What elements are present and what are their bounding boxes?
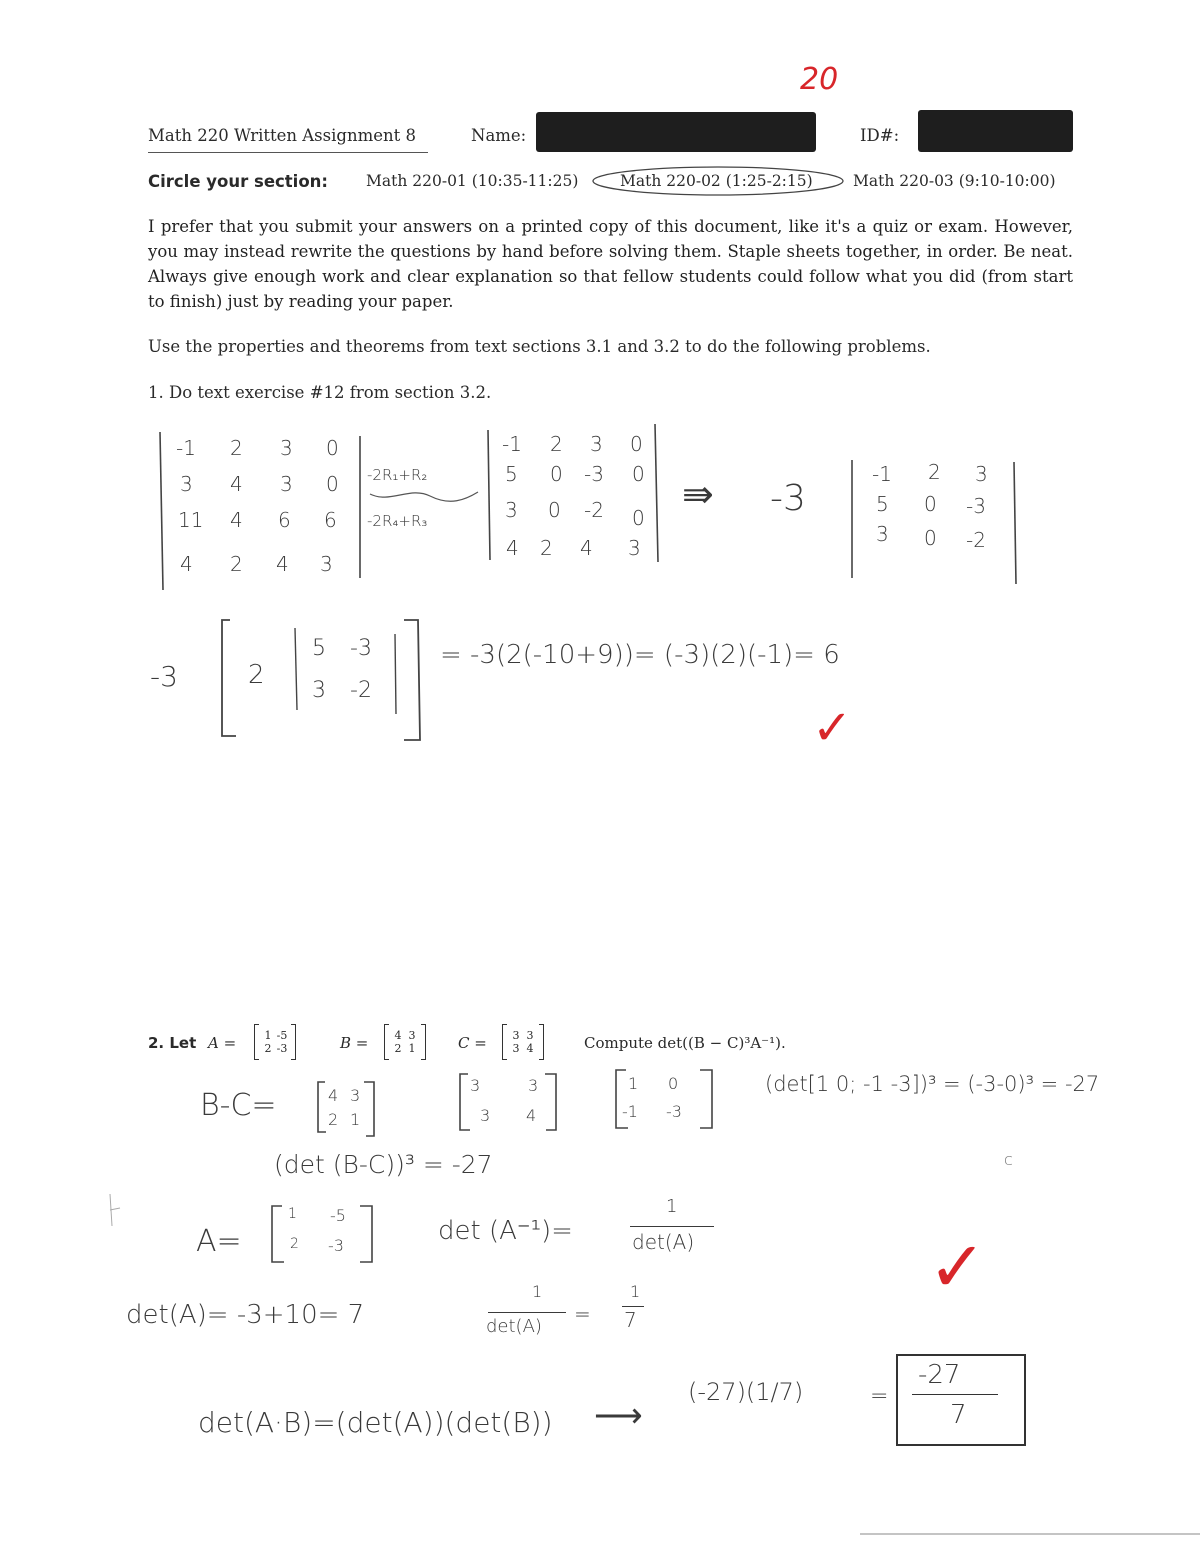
C-cell: 3	[512, 1029, 520, 1042]
line2-right-bracket	[404, 620, 420, 740]
bc-B-cell: 1	[350, 1110, 361, 1129]
m1-cell: 3	[320, 552, 333, 576]
m2-cell: 2	[540, 536, 553, 560]
bc-result-right	[700, 1070, 712, 1128]
minor-right-bar	[395, 634, 396, 714]
frac2-eq: =	[574, 1302, 591, 1326]
B-cell: 1	[408, 1042, 416, 1055]
answer-numerator: -27	[918, 1360, 961, 1390]
section-option-2: Math 220-02 (1:25-2:15)	[620, 172, 813, 190]
section-option-1: Math 220-01 (10:35-11:25)	[366, 172, 579, 190]
B-cell: 3	[408, 1029, 416, 1042]
m2-cell: 3	[590, 432, 603, 456]
m2-cell: 5	[505, 462, 518, 486]
bc-result-cell: -3	[666, 1102, 682, 1121]
bc-B-cell: 4	[328, 1086, 339, 1105]
det-a-line: det(A)= -3+10= 7	[126, 1300, 365, 1330]
row-op-1: -2R₁+R₂	[367, 466, 428, 484]
frac1-num: 1	[666, 1196, 678, 1217]
bc-C-right	[545, 1074, 556, 1130]
row-op-2: -2R₄+R₃	[367, 512, 428, 530]
bc-B-left	[318, 1082, 326, 1132]
m2-cell: 0	[550, 462, 563, 486]
bc-label: B-C=	[200, 1088, 277, 1123]
m1-cell: 4	[276, 552, 289, 576]
answer-denominator: 7	[950, 1400, 967, 1430]
bc-B-cell: 3	[350, 1086, 361, 1105]
m3-cell: 2	[928, 460, 941, 484]
m2-cell: 3	[505, 498, 518, 522]
m1-left-bar	[160, 432, 163, 590]
m3-cell: 5	[876, 492, 889, 516]
m2-cell: 0	[630, 432, 643, 456]
B-cell: 4	[394, 1029, 402, 1042]
m1-cell: -1	[176, 436, 196, 460]
m1-cell: 11	[178, 508, 204, 532]
a-right	[360, 1206, 372, 1262]
bc-C-cell: 3	[480, 1106, 491, 1125]
frac3-num: 1	[630, 1282, 641, 1301]
p1-line2-factor: -3	[150, 660, 178, 693]
B-cell: 2	[394, 1042, 402, 1055]
bc-B-right	[364, 1082, 374, 1136]
A-label: A =	[208, 1034, 237, 1052]
p1-factor: -3	[770, 478, 806, 519]
C-cell: 3	[526, 1029, 534, 1042]
p1-result-line: = -3(2(-10+9))= (-3)(2)(-1)= 6	[440, 640, 840, 670]
p2-arrow: ⟶	[594, 1396, 643, 1436]
det-ainv: det (A⁻¹)=	[438, 1216, 573, 1246]
bc-C-cell: 3	[528, 1076, 539, 1095]
m3-cell: -1	[872, 462, 892, 486]
problem-1-prompt: 1. Do text exercise #12 from section 3.2.	[148, 383, 492, 402]
m2-cell: 2	[550, 432, 563, 456]
instructions-paragraph: I prefer that you submit your answers on a printed copy of this document, like it's a quiz or exam. However, you may instead rewrite the questions by hand before solving them. Staple sheets together, in order. Be neat. Always give enough work and clear explanation so that fellow students could follow what you did (from start to finish) just by reading your paper.	[148, 217, 1073, 311]
B-label: B =	[340, 1034, 369, 1052]
use-text: Use the properties and theorems from text sections 3.1 and 3.2 to do the following problems.	[148, 337, 931, 356]
minor-left-bar	[295, 628, 297, 710]
section-label: Circle your section:	[148, 172, 329, 191]
problem-2-compute: Compute det((B − C)³A⁻¹).	[584, 1034, 786, 1052]
minor-cell: 5	[312, 636, 326, 661]
a-left	[272, 1206, 284, 1262]
A-cell: -3	[276, 1042, 288, 1055]
right-top-det: (det[1 0; -1 -3])³ = (-3-0)³ = -27	[765, 1072, 1100, 1096]
m2-cell: 3	[628, 536, 641, 560]
grade-mark: 20	[800, 62, 839, 97]
m1-cell: 0	[326, 436, 339, 460]
minor-cell: 3	[312, 678, 326, 703]
course-title: Math 220 Written Assignment 8	[148, 126, 416, 145]
bc-B-cell: 2	[328, 1110, 339, 1129]
a-cell: 2	[290, 1236, 299, 1252]
bc-result-cell: 1	[628, 1074, 639, 1093]
m1-cell: 2	[230, 552, 243, 576]
p2-check-mark: ✓	[928, 1226, 987, 1308]
m3-cell: -3	[966, 494, 986, 518]
det-bc-line: (det (B-C))³ = -27	[274, 1150, 493, 1179]
bc-C-cell: 3	[470, 1076, 481, 1095]
m3-cell: 0	[924, 492, 937, 516]
A-cell: 1	[264, 1029, 272, 1042]
frac3-den: 7	[624, 1308, 637, 1332]
m1-cell: 4	[180, 552, 193, 576]
m1-cell: 4	[230, 472, 243, 496]
section-option-3: Math 220-03 (9:10-10:00)	[853, 172, 1056, 190]
m2-cell: 4	[506, 536, 519, 560]
minor-cell: -3	[350, 636, 372, 661]
m2-cell: -1	[502, 432, 522, 456]
margin-mark	[110, 1194, 120, 1226]
m2-cell: -2	[584, 498, 604, 522]
m1-cell: 6	[278, 508, 291, 532]
line2-left-bracket	[222, 620, 236, 736]
id-label: ID#:	[860, 126, 900, 145]
C-cell: 3	[512, 1042, 520, 1055]
A-cell: 2	[264, 1042, 272, 1055]
m2-right-bar	[655, 424, 658, 562]
m2-cell: 4	[580, 536, 593, 560]
m2-left-bar	[488, 430, 490, 560]
m3-cell: 3	[876, 522, 889, 546]
frac2-num: 1	[532, 1282, 543, 1301]
implies-arrow: ⇛	[682, 472, 714, 516]
C-cell: 4	[526, 1042, 534, 1055]
final-expression: (-27)(1/7)	[688, 1378, 804, 1406]
m2-cell: 0	[632, 506, 645, 530]
m1-cell: 3	[280, 472, 293, 496]
m1-cell: 4	[230, 508, 243, 532]
m1-cell: 6	[324, 508, 337, 532]
bc-result-left	[616, 1070, 628, 1128]
bc-C-left	[460, 1074, 470, 1130]
bc-C-cell: 4	[526, 1106, 537, 1125]
m3-cell: 3	[975, 462, 988, 486]
m1-cell: 3	[180, 472, 193, 496]
m1-cell: 3	[280, 436, 293, 460]
problem-2-number: 2. Let	[148, 1034, 197, 1052]
m1-cell: 2	[230, 436, 243, 460]
name-label: Name:	[471, 126, 527, 145]
C-label: C =	[458, 1034, 487, 1052]
m3-cell: -2	[966, 528, 986, 552]
m3-right-bar	[1014, 462, 1016, 584]
p1-line2-coef: 2	[248, 660, 265, 690]
product-rule: det(A·B)=(det(A))(det(B))	[198, 1406, 553, 1439]
a-cell: 1	[288, 1206, 297, 1222]
frac2-den: det(A)	[486, 1316, 542, 1337]
bc-result-cell: 0	[668, 1074, 679, 1093]
a-label: A=	[196, 1224, 242, 1259]
p1-check-mark: ✓	[812, 700, 853, 756]
m2-cell: 0	[548, 498, 561, 522]
final-eq: =	[870, 1384, 889, 1409]
m1-cell: 0	[326, 472, 339, 496]
bc-result-cell: -1	[622, 1102, 638, 1121]
m3-cell: 0	[924, 526, 937, 550]
m2-cell: 0	[632, 462, 645, 486]
a-cell: -5	[330, 1206, 346, 1225]
minor-cell: -2	[350, 678, 372, 703]
A-cell: -5	[276, 1029, 288, 1042]
frac1-den: det(A)	[632, 1230, 695, 1254]
m2-cell: -3	[584, 462, 604, 486]
section-circle	[593, 167, 843, 195]
a-cell: -3	[328, 1236, 344, 1255]
row-op-squiggle	[370, 492, 478, 501]
stray-letter: c	[1004, 1150, 1013, 1169]
